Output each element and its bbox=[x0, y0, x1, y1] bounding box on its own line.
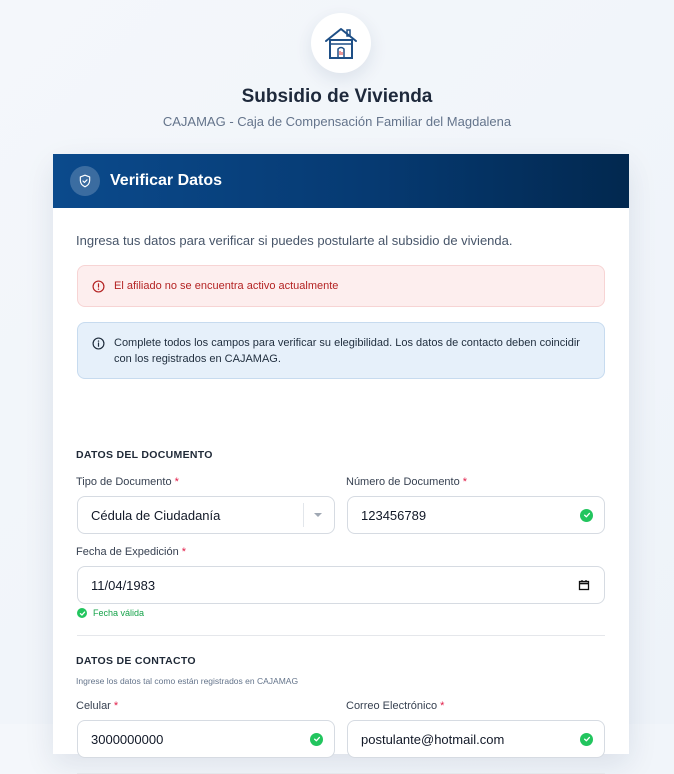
logo-badge bbox=[311, 13, 371, 73]
celular-value: 3000000000 bbox=[91, 731, 164, 747]
error-alert-text: El afiliado no se encuentra activo actualmente bbox=[114, 280, 339, 292]
required-mark: * bbox=[181, 546, 187, 558]
check-circle-icon bbox=[580, 733, 593, 746]
info-circle-icon bbox=[92, 337, 105, 350]
required-mark: * bbox=[440, 700, 445, 712]
required-mark: * bbox=[113, 700, 119, 712]
tipo-documento-label: Tipo de Documento * bbox=[76, 476, 179, 488]
celular-label: Celular * bbox=[76, 700, 119, 712]
correo-value: postulante@hotmail.com bbox=[361, 731, 505, 747]
tipo-documento-value: Cédula de Ciudadanía bbox=[91, 507, 221, 523]
error-alert bbox=[77, 265, 605, 307]
numero-documento-label: Número de Documento * bbox=[346, 476, 468, 488]
required-mark: * bbox=[174, 476, 179, 488]
required-mark: * bbox=[462, 476, 468, 488]
card-title: Verificar Datos bbox=[110, 172, 223, 189]
fecha-expedicion-input[interactable] bbox=[77, 566, 605, 604]
tipo-documento-select[interactable] bbox=[77, 496, 335, 534]
check-circle-icon bbox=[580, 509, 593, 522]
numero-documento-value: 123456789 bbox=[361, 507, 427, 523]
page-title: Subsidio de Vivienda bbox=[241, 86, 433, 107]
calendar-icon[interactable] bbox=[578, 579, 590, 591]
shield-badge bbox=[70, 166, 100, 196]
numero-documento-input[interactable] bbox=[347, 496, 605, 534]
select-separator bbox=[303, 503, 304, 527]
info-alert-text: Complete todos los campos para verificar su elegibilidad. Los datos de contacto deben coincidir con los registrados en CAJAMAG. bbox=[114, 337, 580, 365]
check-circle-icon bbox=[77, 608, 87, 618]
section-divider bbox=[77, 635, 605, 636]
intro-text: Ingresa tus datos para verificar si puedes postularte al subsidio de vivienda. bbox=[76, 233, 513, 248]
card-header bbox=[53, 154, 629, 208]
alert-circle-icon bbox=[92, 280, 105, 293]
fecha-expedicion-value: 11/04/1983 bbox=[91, 577, 156, 593]
celular-input[interactable] bbox=[77, 720, 335, 758]
correo-input[interactable] bbox=[347, 720, 605, 758]
contact-section-title: DATOS DE CONTACTO bbox=[76, 655, 196, 667]
info-alert bbox=[77, 322, 605, 379]
page-subtitle: CAJAMAG - Caja de Compensación Familiar del Magdalena bbox=[162, 114, 512, 129]
house-icon bbox=[323, 26, 359, 60]
check-circle-icon bbox=[310, 733, 323, 746]
document-section-title: DATOS DEL DOCUMENTO bbox=[76, 449, 213, 461]
contact-section-hint: Ingrese los datos tal como están registrados en CAJAMAG bbox=[76, 676, 299, 686]
verify-card bbox=[53, 154, 629, 754]
fecha-valid-message: Fecha válida bbox=[77, 608, 144, 618]
chevron-down-icon[interactable] bbox=[314, 513, 322, 517]
shield-check-icon bbox=[78, 174, 92, 188]
fecha-expedicion-label: Fecha de Expedición * bbox=[76, 546, 187, 558]
correo-label: Correo Electrónico * bbox=[346, 700, 445, 712]
